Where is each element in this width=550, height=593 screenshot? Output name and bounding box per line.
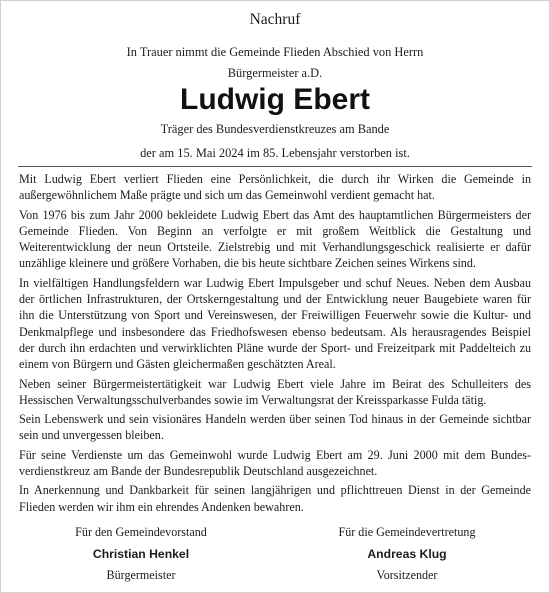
obituary-body [19, 171, 531, 518]
signature-role: Für den Gemeindevorstand [75, 525, 207, 539]
former-office-line: Bürgermeister a.D. [227, 66, 323, 80]
divider-line [18, 166, 532, 167]
signatory-name: Christian Henkel [92, 547, 190, 561]
body-paragraph: Neben seiner Bürgermeistertätigkeit war Ludwig Ebert viele Jahre im Beirat des Schulleiters des Hessischen Verwaltungsschulverbandes sowie im Verwaltungsrat der Kreissparkasse Fulda tätig. [19, 376, 531, 407]
death-date-line: der am 15. Mai 2024 im 85. Lebensjahr verstorben ist. [140, 146, 410, 160]
body-paragraph: Mit Ludwig Ebert verliert Flieden eine Persönlichkeit, die durch ihr Wirken die Gemeinde in außergewöhnlichem Maße prägte und sich um das Gemeinwohl verdient gemacht hat. [19, 172, 531, 203]
deceased-name: Ludwig Ebert [180, 83, 370, 116]
body-paragraph: Sein Lebenswerk und sein visionäres Handeln werden über seinen Tod hinaus in der Gemeinde sichtbar sein und unvergessen bleiben. [19, 412, 531, 443]
body-paragraph: Für seine Verdienste um das Gemeinwohl wurde Ludwig Ebert am 29. Juni 2000 mit dem Bundesverdienstkreuz am Bande der Bundesrepublik Deutschland ausgezeichnet. [19, 447, 531, 479]
signatory-title: Vorsitzender [376, 568, 438, 582]
signature-block-right [272, 524, 542, 583]
signatory-name: Andreas Klug [367, 547, 447, 561]
signatory-title: Bürgermeister [106, 568, 176, 582]
signature-block-left [6, 524, 276, 583]
honor-line: Träger des Bundesverdienstkreuzes am Bande [160, 122, 390, 136]
intro-line: In Trauer nimmt die Gemeinde Flieden Abschied von Herrn [126, 45, 424, 59]
obituary-heading: Nachruf [249, 11, 301, 28]
body-paragraph: In Anerkennung und Dankbarkeit für seinen langjährigen und pflichttreuen Dienst in der Gemeinde Flieden werden wir ihm ein ehrendes Andenken bewahren. [19, 483, 531, 514]
body-paragraph: Von 1976 bis zum Jahr 2000 bekleidete Ludwig Ebert das Amt des hauptamtlichen Bürgermeisters der Gemeinde Flieden. Von Beginn an verfolgte er mit großem Weitblick die Gestaltung und Weiterentwicklung der neun Ortsteile. Zielstrebig und mit Verhandlungsgeschick realisierte er dafür unzählige kleinere und größere Vorhaben, die bis heute sichtbare Zeichen seines Wirkens sind. [19, 207, 531, 271]
body-paragraph: In vielfältigen Handlungsfeldern war Ludwig Ebert Impulsgeber und schuf Neues. Neben dem Ausbau der örtlichen Infrastrukturen, der Ortskerngestaltung und der Entwicklung neuer Baugebiete waren für ihn die Unterstützung von Sport und Vereinswesen, der Freiwilligen Feuerwehr sowie die Kultur- und Denkmalpflege und insbesondere das Friedhofswesen ebenso bedeutsam. Als herausragendes Beispiel der durch ihn erdachten und verwirklichten Pläne wurde der Sport- und Freizeitpark mit Paddelteich zu einem von Bürgern und Gästen gleichermaßen geschätzten Areal. [19, 275, 531, 372]
signature-role: Für die Gemeindevertretung [338, 525, 476, 539]
